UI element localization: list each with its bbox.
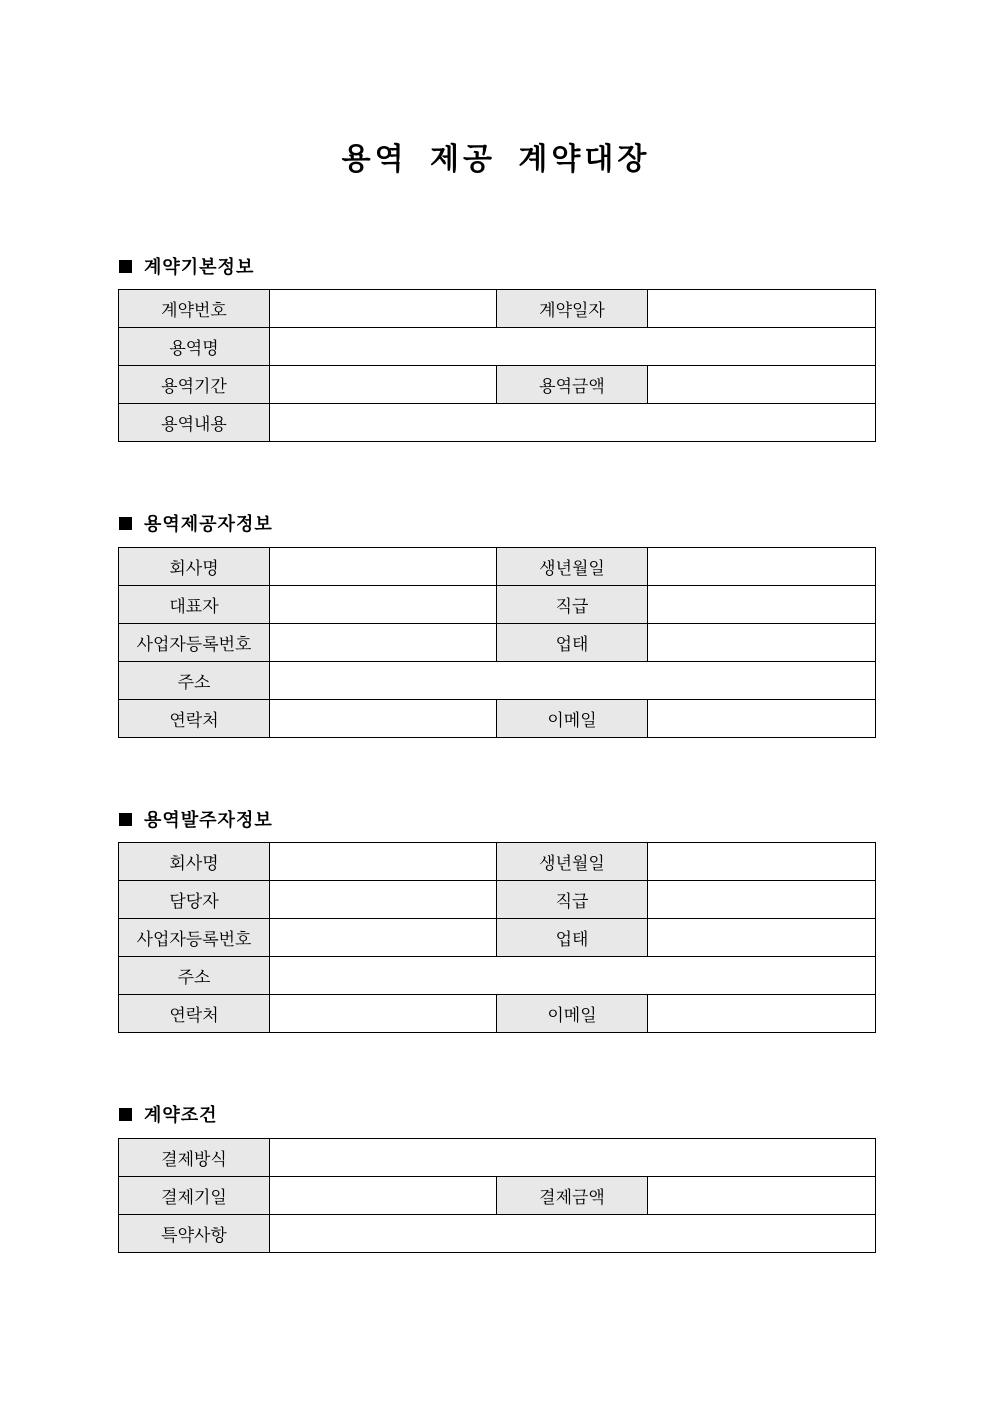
label-client-contact: 연락처 [119,995,270,1033]
field-provider-company[interactable] [270,548,497,586]
label-service-content: 용역내용 [119,404,270,442]
table-row [119,1177,876,1215]
field-client-company[interactable] [270,843,497,881]
section-heading-terms [119,1101,218,1127]
field-provider-position[interactable] [648,586,876,624]
document-title: 용역 제공 계약대장 [341,142,651,177]
field-client-birthdate[interactable] [648,843,876,881]
section-heading-label: 용역발주자정보 [144,810,273,831]
section-heading-provider [119,510,273,536]
field-provider-business-type[interactable] [648,624,876,662]
table-row [119,843,876,881]
square-bullet-icon [119,260,132,273]
field-client-email[interactable] [648,995,876,1033]
label-special-terms: 특약사항 [119,1215,270,1253]
label-contract-no: 계약번호 [119,290,270,328]
label-service-name: 용역명 [119,328,270,366]
field-provider-biz-reg-no[interactable] [270,624,497,662]
table-row [119,404,876,442]
label-provider-biz-reg-no: 사업자등록번호 [119,624,270,662]
label-service-period: 용역기간 [119,366,270,404]
client-info-table [118,842,876,1033]
label-client-company: 회사명 [119,843,270,881]
table-row [119,995,876,1033]
field-service-amount[interactable] [648,366,876,404]
section-heading-label: 계약기본정보 [144,257,255,278]
label-client-address: 주소 [119,957,270,995]
square-bullet-icon [119,1108,132,1121]
field-client-business-type[interactable] [648,919,876,957]
field-client-manager[interactable] [270,881,497,919]
label-provider-contact: 연락처 [119,700,270,738]
section-heading-basic [119,253,254,279]
table-row [119,624,876,662]
label-service-amount: 용역금액 [497,366,648,404]
field-payment-method[interactable] [270,1139,876,1177]
field-special-terms[interactable] [270,1215,876,1253]
table-row [119,662,876,700]
field-provider-email[interactable] [648,700,876,738]
label-client-manager: 담당자 [119,881,270,919]
label-client-email: 이메일 [497,995,648,1033]
label-provider-email: 이메일 [497,700,648,738]
terms-table [118,1138,876,1253]
table-row [119,700,876,738]
label-provider-address: 주소 [119,662,270,700]
label-client-business-type: 업태 [497,919,648,957]
field-provider-contact[interactable] [270,700,497,738]
square-bullet-icon [119,813,132,826]
field-provider-representative[interactable] [270,586,497,624]
label-provider-representative: 대표자 [119,586,270,624]
table-row [119,957,876,995]
table-row [119,919,876,957]
field-payment-date[interactable] [270,1177,497,1215]
label-payment-amount: 결제금액 [497,1177,648,1215]
field-service-content[interactable] [270,404,876,442]
label-provider-company: 회사명 [119,548,270,586]
label-provider-position: 직급 [497,586,648,624]
section-heading-label: 용역제공자정보 [144,514,273,535]
square-bullet-icon [119,517,132,530]
field-service-name[interactable] [270,328,876,366]
basic-info-table [118,289,876,442]
field-client-position[interactable] [648,881,876,919]
table-row [119,290,876,328]
table-row [119,1215,876,1253]
table-row [119,366,876,404]
field-client-contact[interactable] [270,995,497,1033]
label-provider-birthdate: 생년월일 [497,548,648,586]
section-heading-label: 계약조건 [144,1105,218,1126]
field-payment-amount[interactable] [648,1177,876,1215]
field-contract-no[interactable] [270,290,497,328]
label-provider-business-type: 업태 [497,624,648,662]
table-row [119,328,876,366]
section-heading-client [119,806,273,832]
label-contract-date: 계약일자 [497,290,648,328]
label-payment-method: 결제방식 [119,1139,270,1177]
field-provider-address[interactable] [270,662,876,700]
provider-info-table [118,547,876,738]
field-service-period[interactable] [270,366,497,404]
label-client-biz-reg-no: 사업자등록번호 [119,919,270,957]
field-provider-birthdate[interactable] [648,548,876,586]
table-row [119,1139,876,1177]
table-row [119,548,876,586]
field-contract-date[interactable] [648,290,876,328]
table-row [119,881,876,919]
label-client-position: 직급 [497,881,648,919]
table-row [119,586,876,624]
label-client-birthdate: 생년월일 [497,843,648,881]
field-client-biz-reg-no[interactable] [270,919,497,957]
field-client-address[interactable] [270,957,876,995]
label-payment-date: 결제기일 [119,1177,270,1215]
